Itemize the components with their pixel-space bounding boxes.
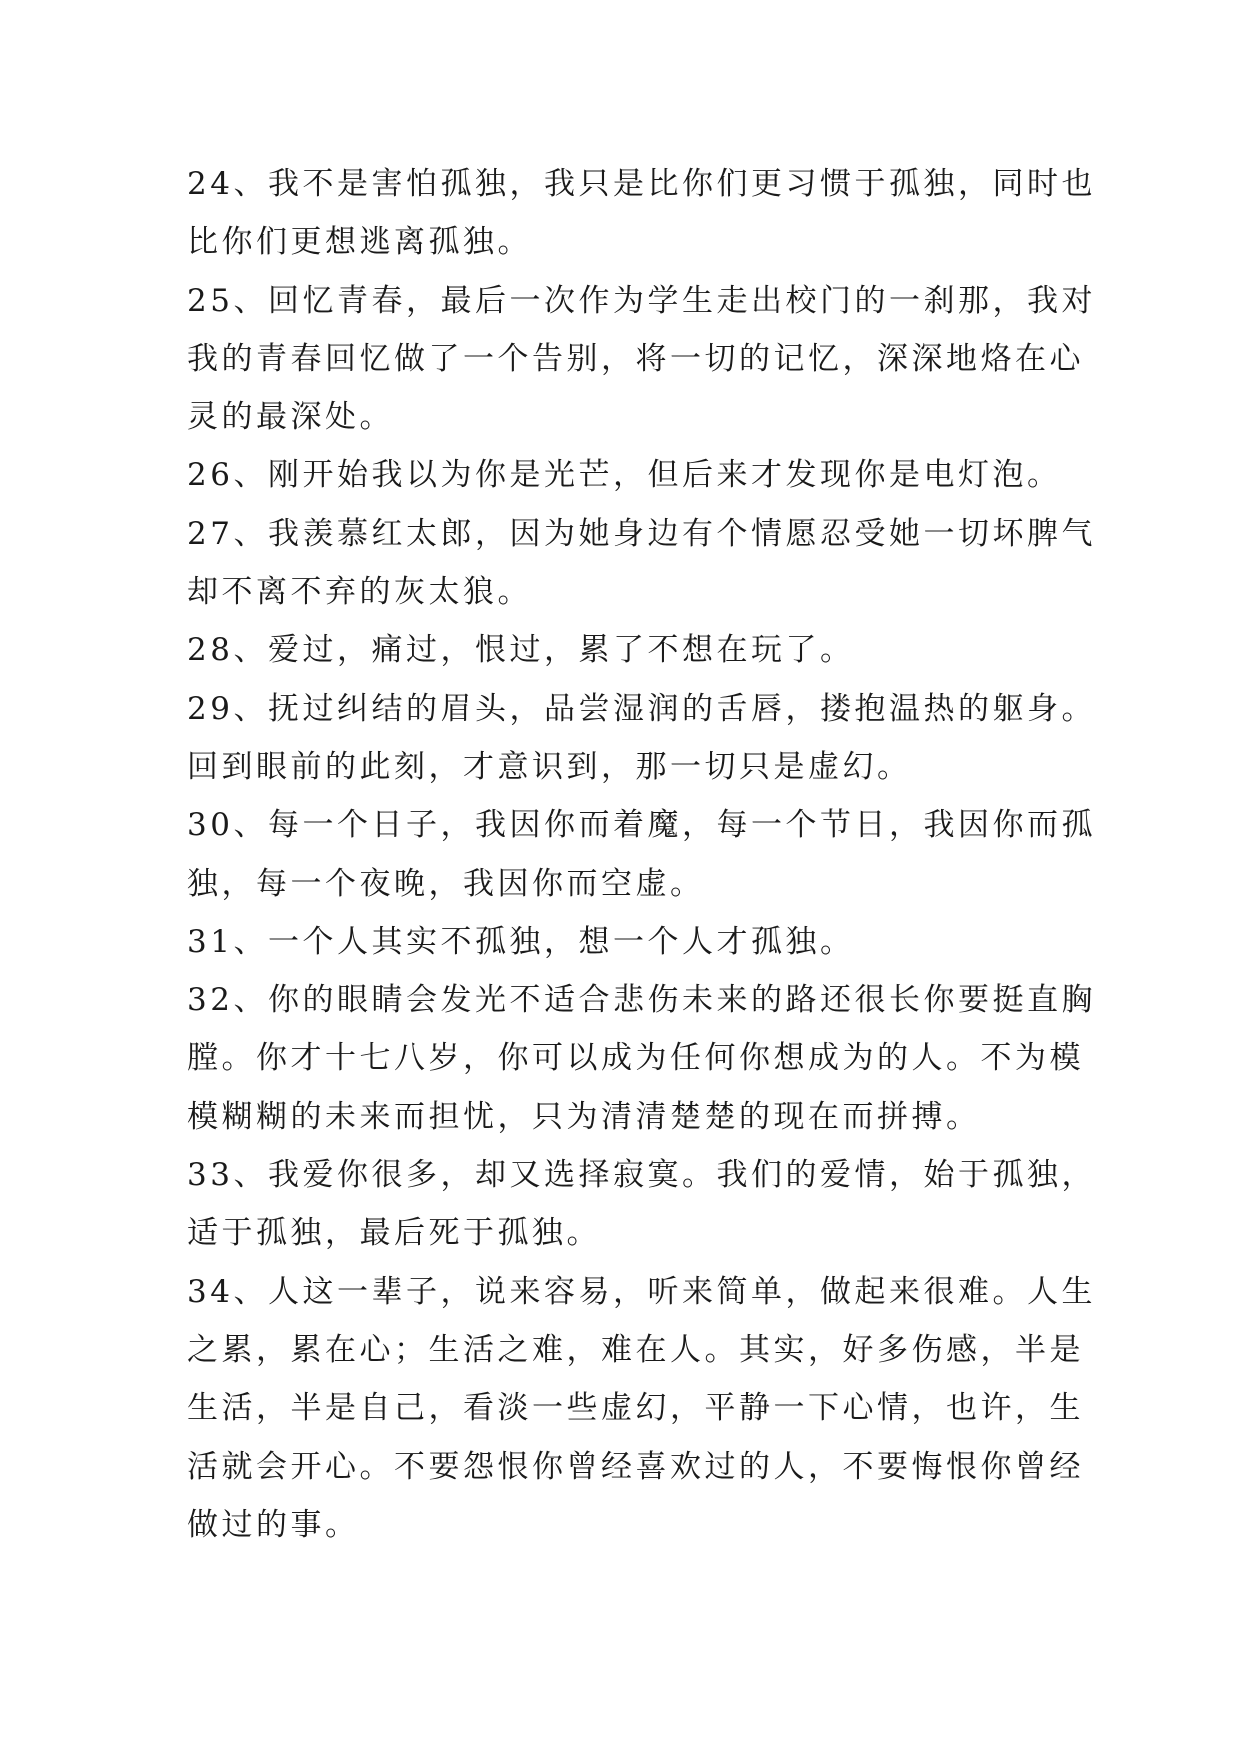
text-line: 25、回忆青春，最后一次作为学生走出校门的一刹那，我对 <box>187 282 1096 319</box>
text-line: 模糊糊的未来而担忧，只为清清楚楚的现在而拼搏。 <box>187 1098 981 1135</box>
text-line: 我的青春回忆做了一个告别，将一切的记忆，深深地烙在心 <box>187 340 1084 377</box>
text-line: 33、我爱你很多，却又选择寂寞。我们的爱情，始于孤独， <box>187 1157 1096 1194</box>
text-line: 独，每一个夜晚，我因你而空虚。 <box>187 865 705 902</box>
text-line: 回到眼前的此刻，才意识到，那一切只是虚幻。 <box>187 748 912 785</box>
text-line: 27、我羡慕红太郎，因为她身边有个情愿忍受她一切坏脾气 <box>187 515 1096 552</box>
text-line: 26、刚开始我以为你是光芒，但后来才发现你是电灯泡。 <box>187 457 1062 494</box>
text-line: 30、每一个日子，我因你而着魔，每一个节日，我因你而孤 <box>187 807 1096 844</box>
text-line: 32、你的眼睛会发光不适合悲伤未来的路还很长你要挺直胸 <box>187 982 1096 1019</box>
text-line: 膛。你才十七八岁，你可以成为任何你想成为的人。不为模 <box>187 1040 1084 1077</box>
text-line: 做过的事。 <box>187 1506 360 1543</box>
text-line: 活就会开心。不要怨恨你曾经喜欢过的人，不要悔恨你曾经 <box>187 1448 1084 1485</box>
text-line: 31、一个人其实不孤独，想一个人才孤独。 <box>187 923 855 960</box>
text-line: 34、人这一辈子，说来容易，听来简单，做起来很难。人生 <box>187 1273 1096 1310</box>
text-line: 生活，半是自己，看淡一些虚幻，平静一下心情，也许，生 <box>187 1390 1084 1427</box>
text-line: 适于孤独，最后死于孤独。 <box>187 1215 601 1252</box>
text-line: 28、爱过，痛过，恨过，累了不想在玩了。 <box>187 632 855 669</box>
text-line: 比你们更想逃离孤独。 <box>187 224 532 261</box>
text-line: 灵的最深处。 <box>187 399 394 436</box>
document-body <box>187 155 1096 1554</box>
text-line: 之累，累在心；生活之难，难在人。其实，好多伤感，半是 <box>187 1331 1084 1368</box>
text-line: 24、我不是害怕孤独，我只是比你们更习惯于孤独，同时也 <box>187 166 1096 202</box>
text-line: 却不离不弃的灰太狼。 <box>187 574 532 611</box>
text-line: 29、抚过纠结的眉头，品尝湿润的舌唇，搂抱温热的躯身。 <box>187 690 1096 727</box>
